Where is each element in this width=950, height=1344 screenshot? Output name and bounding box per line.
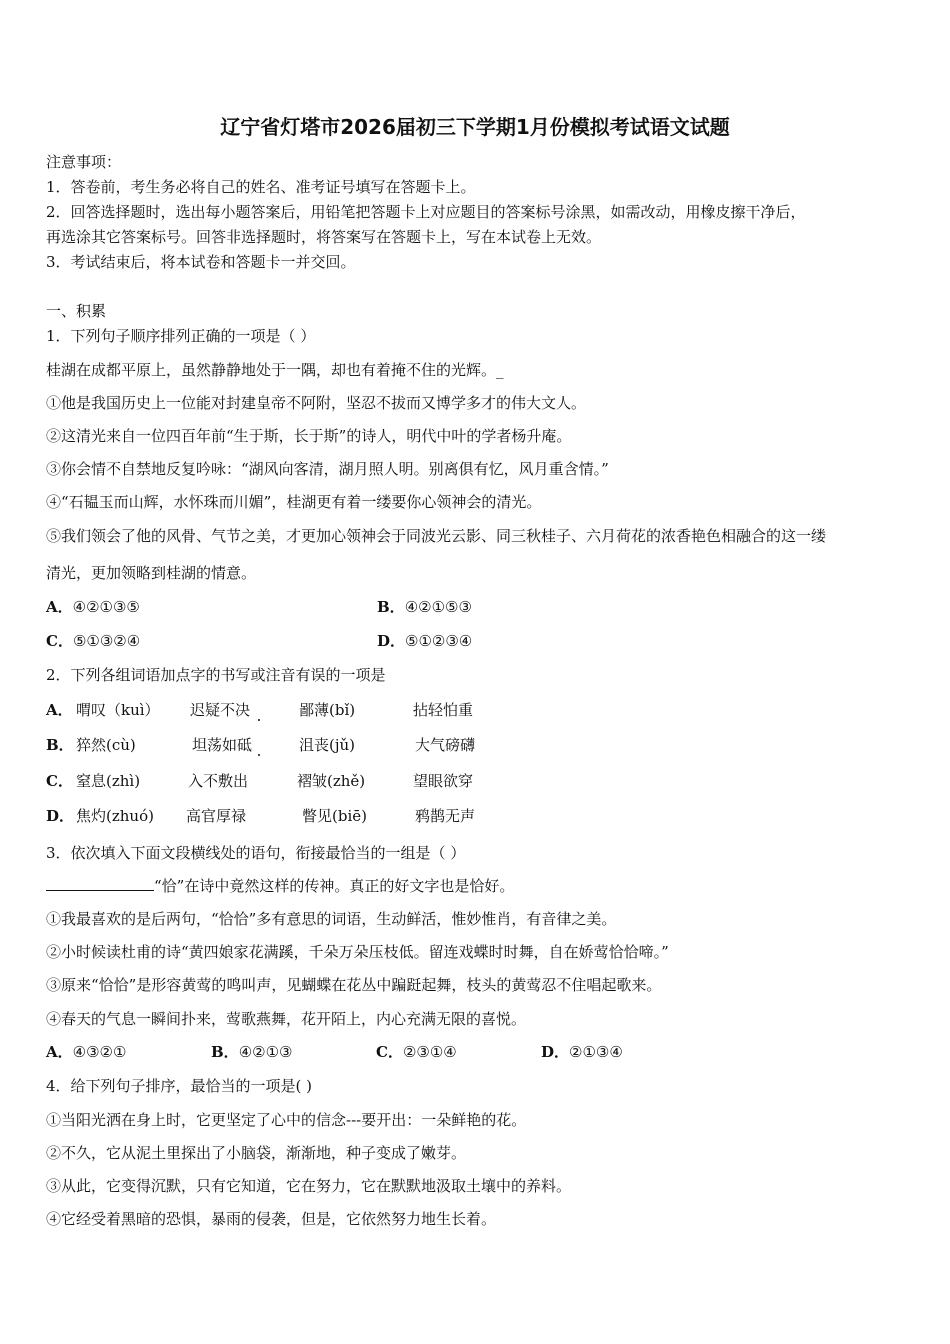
q3-sentence-2: ②小时候读杜甫的诗“黄四娘家花满蹊，千朵万朵压枝低。留连戏蝶时时舞，自在娇莺恰恰啼。”: [46, 943, 669, 961]
q1-option-c[interactable]: [46, 631, 140, 651]
q3-option-b[interactable]: [211, 1042, 292, 1062]
q3-passage: [46, 876, 514, 896]
notice-item: 1．答卷前，考生务必将自己的姓名、准考证号填写在答题卡上。: [46, 178, 476, 196]
q1-sentence-2: ②这清光来自一位四百年前“生于斯，长于斯”的诗人，明代中叶的学者杨升庵。: [46, 427, 572, 445]
q2-word: 鄙薄(bǐ): [299, 701, 356, 719]
q2-word: 鸦鹊无声: [415, 807, 476, 825]
q2-word: 猝然(cù): [76, 736, 136, 754]
q4-stem: 4．给下列句子排序，最恰当的一项是( ): [46, 1077, 313, 1095]
q2-option-label[interactable]: A．: [46, 701, 73, 719]
q2-word: 望眼欲穿: [413, 772, 474, 790]
q4-sentence-1: ①当阳光洒在身上时，它更坚定了心中的信念---要开出：一朵鲜艳的花。: [46, 1111, 527, 1129]
page-title: 辽宁省灯塔市2026届初三下学期1月份模拟考试语文试题: [220, 115, 730, 139]
option-text: ②①③④: [569, 1043, 623, 1061]
q3-stem: 3．依次填入下面文段横线处的语句，衔接最恰当的一组是（ ）: [46, 844, 466, 862]
option-text: ⑤①③②④: [72, 632, 141, 650]
q2-word: 瞥见(biē): [302, 807, 367, 825]
q3-option-a[interactable]: [46, 1042, 126, 1062]
q2-word: 迟疑不决: [190, 701, 251, 719]
section-heading: 一、积累: [46, 302, 107, 320]
q2-word: 高官厚禄: [186, 807, 247, 825]
option-label: B．: [377, 598, 405, 616]
notice-item: 2．回答选择题时，选出每小题答案后，用铅笔把答题卡上对应题目的答案标号涂黑，如需改动，用橡皮擦干净后，: [46, 203, 806, 221]
q1-stem: 1．下列句子顺序排列正确的一项是（ ）: [46, 327, 316, 345]
q2-word: 大气磅礴: [415, 736, 476, 754]
option-label: C．: [376, 1043, 403, 1061]
option-label: A．: [46, 1043, 73, 1061]
q1-sentence-1: ①他是我国历史上一位能对封建皇帝不阿附，坚忍不拔而又博学多才的伟大文人。: [46, 394, 587, 412]
q3-option-c[interactable]: [376, 1042, 457, 1062]
emphasis-dot: [258, 754, 260, 756]
q1-sentence-5: ⑤我们领会了他的风骨、气节之美，才更加心领神会于同波光云影、同三秋桂子、六月荷花的浓香艳色相融合的这一缕: [46, 527, 827, 545]
q3-sentence-4: ④春天的气息一瞬间扑来，莺歌燕舞，花开陌上，内心充满无限的喜悦。: [46, 1010, 527, 1028]
notice-item: 再选涂其它答案标号。回答非选择题时，将答案写在答题卡上，写在本试卷上无效。: [46, 228, 602, 246]
option-text: ④②①⑤③: [404, 598, 472, 616]
notice-item: 3．考试结束后，将本试卷和答题卡一并交回。: [46, 253, 356, 271]
q3-sentence-3: ③原来“恰恰”是形容黄莺的鸣叫声，见蝴蝶在花丛中蹁跹起舞，枝头的黄莺忍不住唱起歌来。: [46, 976, 662, 994]
q1-sentence-5-cont: 清光，更加领略到桂湖的情意。: [46, 564, 257, 582]
notice-heading: 注意事项：: [46, 153, 122, 171]
q2-word: 窒息(zhì): [76, 772, 141, 790]
q4-sentence-4: ④它经受着黑暗的恐惧，暴雨的侵袭，但是，它依然努力地生长着。: [46, 1210, 497, 1228]
q2-word: 坦荡如砥: [192, 736, 253, 754]
q2-option-label[interactable]: C．: [46, 772, 73, 790]
q1-sentence-4: ④“石韫玉而山辉，水怀珠而川媚”，桂湖更有着一缕要你心领神会的清光。: [46, 493, 542, 511]
q3-sentence-1: ①我最喜欢的是后两句，“恰恰”多有意思的词语，生动鲜活，惟妙惟肖，有音律之美。: [46, 910, 617, 928]
q3-passage-text: “恰”在诗中竟然这样的传神。真正的好文字也是恰好。: [154, 877, 515, 895]
emphasis-dot: [258, 719, 260, 721]
q4-sentence-3: ③从此，它变得沉默，只有它知道，它在努力，它在默默地汲取土壤中的养料。: [46, 1177, 572, 1195]
q2-word: 沮丧(jǔ): [299, 736, 356, 754]
q2-word: 拈轻怕重: [413, 701, 474, 719]
option-text: ②③①④: [402, 1043, 457, 1061]
q1-sentence-3: ③你会情不自禁地反复吟咏：“湖风向客清，湖月照人明。别离俱有忆，风月重含情。”: [46, 460, 609, 478]
option-label: B．: [211, 1043, 239, 1061]
q4-sentence-2: ②不久，它从泥土里探出了小脑袋，渐渐地，种子变成了嫩芽。: [46, 1144, 467, 1162]
q1-option-b[interactable]: [377, 597, 472, 617]
q2-word: 入不敷出: [188, 772, 249, 790]
q2-stem: 2．下列各组词语加点字的书写或注音有误的一项是: [46, 666, 386, 684]
option-text: ⑤①②③④: [405, 632, 473, 650]
q2-option-label[interactable]: B．: [46, 736, 74, 754]
option-text: ④③②①: [72, 1043, 127, 1061]
q1-intro: 桂湖在成都平原上，虽然静静地处于一隅，却也有着掩不住的光辉。_: [46, 361, 504, 379]
option-label: C．: [46, 632, 73, 650]
option-label: D．: [541, 1043, 570, 1061]
q2-option-label[interactable]: D．: [46, 807, 75, 825]
answer-blank[interactable]: [46, 876, 154, 891]
q2-word: 焦灼(zhuó): [76, 807, 154, 825]
q1-option-a[interactable]: [46, 597, 140, 617]
option-text: ④②①③: [238, 1043, 293, 1061]
q2-word: 喟叹（kuì）: [76, 701, 160, 719]
q2-word: 褶皱(zhě): [297, 772, 366, 790]
option-text: ④②①③⑤: [72, 598, 140, 616]
option-label: D．: [377, 632, 406, 650]
q3-option-d[interactable]: [541, 1042, 623, 1062]
option-label: A．: [46, 598, 73, 616]
q1-option-d[interactable]: [377, 631, 472, 651]
